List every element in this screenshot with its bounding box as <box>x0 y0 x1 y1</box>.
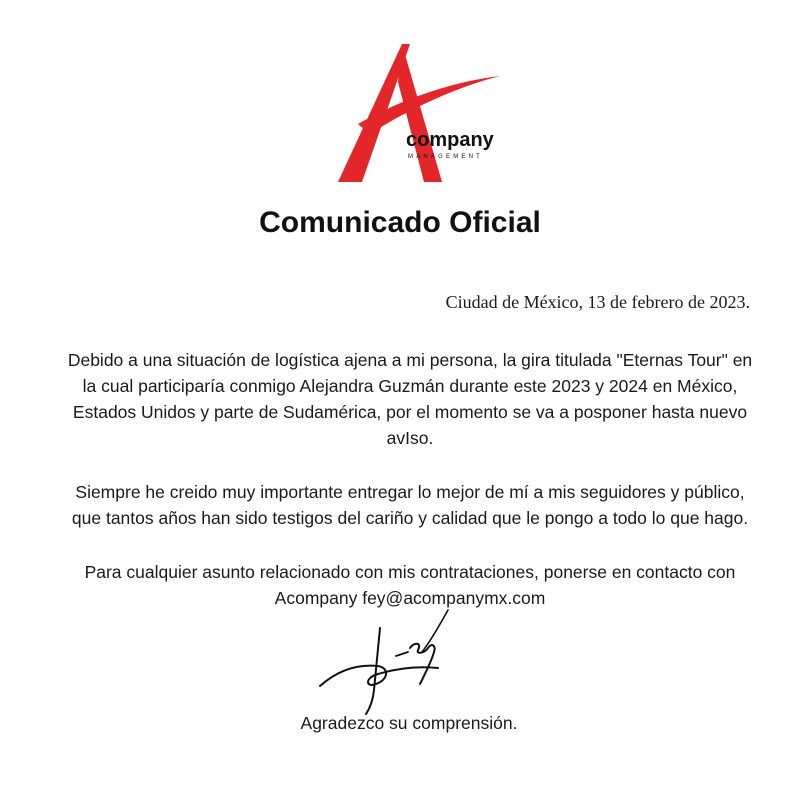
paragraph-line: Siempre he creido muy importante entregar lo mejor de mí a mis seguidores y público, <box>75 482 745 502</box>
dateline: Ciudad de México, 13 de febrero de 2023. <box>445 292 750 312</box>
company-logo <box>330 42 510 187</box>
acompany-logo-mark <box>330 42 510 187</box>
paragraph-line: Debido a una situación de logística ajena a mi persona, la gira titulada "Eternas Tour" en <box>67 350 753 370</box>
closing-line: Agradezco su comprensión. <box>300 713 518 733</box>
logo-word: company <box>406 129 494 151</box>
signature-icon <box>318 608 478 718</box>
paragraph-contact <box>20 559 800 611</box>
paragraph-announcement <box>20 347 800 451</box>
document-title: Comunicado Oficial <box>259 206 541 239</box>
paragraph-line: Para cualquier asunto relacionado con mis contrataciones, ponerse en contacto con <box>84 562 736 582</box>
paragraph-line: que tantos años han sido testigos del cariño y calidad que le pongo a todo lo que hago. <box>71 508 749 528</box>
logo-subword: MANAGEMENT <box>408 154 484 160</box>
paragraph-line: la cual participaría conmigo Alejandra Guzmán durante este 2023 y 2024 en México, <box>82 376 738 396</box>
paragraph-gratitude <box>20 479 800 531</box>
paragraph-line: avIso. <box>386 428 434 448</box>
paragraph-line: Acompany fey@acompanymx.com <box>274 588 546 608</box>
paragraph-line: Estados Unidos y parte de Sudamérica, por el momento se va a posponer hasta nuevo <box>72 402 748 422</box>
handwritten-signature <box>318 608 478 718</box>
